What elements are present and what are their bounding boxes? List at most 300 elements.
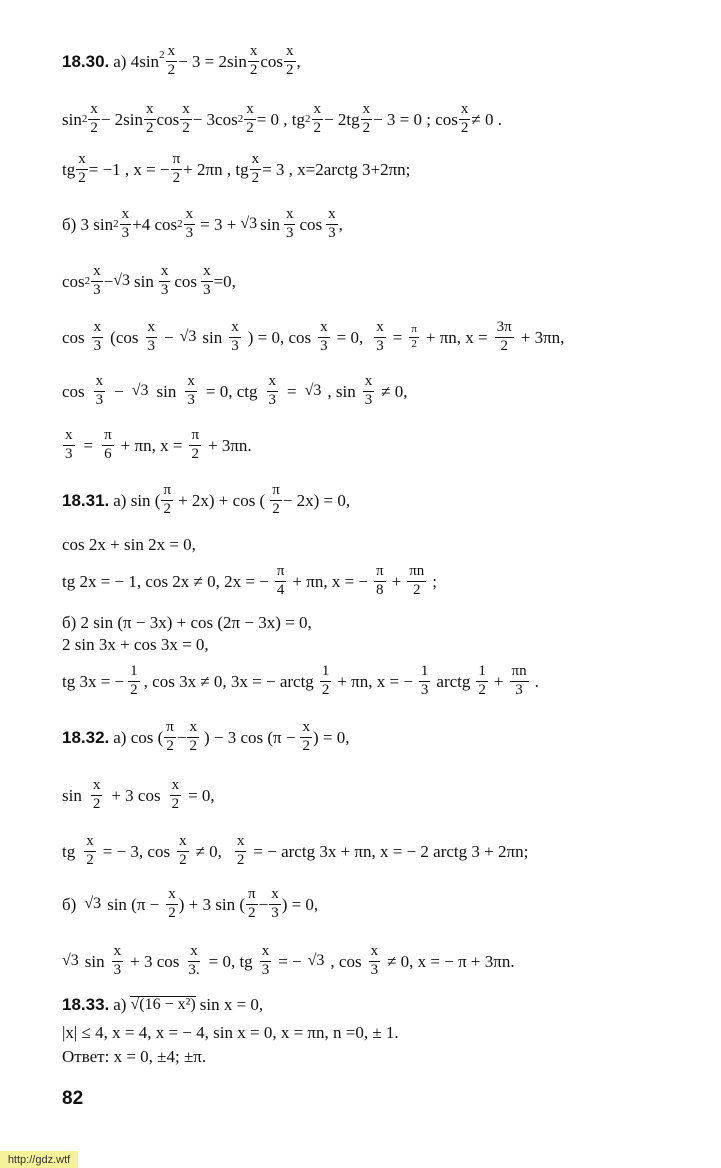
eq-text: 2 sin 3x + cos 3x = 0, xyxy=(62,635,209,654)
fraction xyxy=(184,207,196,242)
denominator: 2 xyxy=(163,500,172,517)
eq-line-2 xyxy=(62,102,502,137)
eq-text: ) = 0, cos xyxy=(247,327,312,347)
eq-text: , cos xyxy=(330,951,362,971)
fraction xyxy=(166,887,178,922)
sqrt-expression: √(16 − x²) xyxy=(130,996,196,1013)
numerator: x xyxy=(91,778,103,796)
denominator: 3 xyxy=(185,224,194,241)
eq-text: − 3 = 0 ; cos xyxy=(373,109,458,129)
eq-text: sin xyxy=(260,214,280,234)
eq-text: =0, xyxy=(213,271,236,291)
numerator: 1 xyxy=(320,664,332,682)
denominator: 2 xyxy=(249,61,258,78)
numerator: x xyxy=(284,44,296,62)
denominator: 3 xyxy=(203,281,211,298)
numerator: x xyxy=(146,320,158,338)
eq-text: − 2tg xyxy=(324,109,360,129)
fraction xyxy=(120,207,132,242)
eq-text: + πn, x = − xyxy=(292,571,369,591)
eq-line-17 xyxy=(62,834,528,869)
eq-text: + 2πn , tg xyxy=(183,159,249,179)
problem-number: 18.33. xyxy=(62,995,110,1014)
numerator: x xyxy=(300,720,312,738)
fraction xyxy=(260,944,272,979)
numerator: 1 xyxy=(476,664,488,682)
fraction xyxy=(128,664,140,699)
eq-text: , xyxy=(338,214,343,234)
eq-text: sin xyxy=(156,381,177,401)
numerator: π xyxy=(189,428,201,446)
eq-text: ) = 0, xyxy=(312,727,350,747)
fraction xyxy=(112,944,124,979)
eq-text: sin xyxy=(62,785,82,805)
denominator: 2 xyxy=(411,337,417,350)
eq-text: − 2sin xyxy=(100,109,144,129)
numerator: x xyxy=(185,374,197,392)
fraction xyxy=(361,102,373,137)
fraction xyxy=(92,320,104,355)
denominator: 6 xyxy=(104,445,112,462)
fraction xyxy=(270,483,282,518)
denominator: 3 xyxy=(261,961,270,978)
eq-text: sin xyxy=(202,327,223,347)
fraction xyxy=(248,44,260,79)
denominator: 3 xyxy=(93,281,101,298)
fraction xyxy=(91,264,103,299)
numerator: x xyxy=(188,944,200,962)
numerator: x xyxy=(312,102,324,120)
sqrt-symbol: √3 xyxy=(240,215,258,233)
problem-number: 18.30. xyxy=(62,51,110,71)
numerator: x xyxy=(84,834,96,852)
denominator: 2 xyxy=(167,61,176,78)
eq-line-9 xyxy=(62,483,350,518)
fraction xyxy=(284,44,296,79)
eq-text: = − xyxy=(278,951,302,971)
fraction xyxy=(267,374,279,409)
eq-line-18 xyxy=(62,887,318,922)
eq-text: + 3πn, xyxy=(520,327,565,347)
denominator: 3 xyxy=(370,961,379,978)
eq-line-3 xyxy=(62,152,410,187)
numerator: x xyxy=(363,374,375,392)
eq-text: , sin xyxy=(327,381,356,401)
eq-text: tg 3x = − xyxy=(62,671,125,691)
denominator: 3 xyxy=(268,391,276,408)
fraction xyxy=(320,664,332,699)
eq-text: − xyxy=(176,727,187,747)
numerator: x xyxy=(244,102,256,120)
denominator: 3 xyxy=(285,224,294,241)
eq-text: + 3πn. xyxy=(208,435,252,455)
eq-text: cos 2x + sin 2x = 0, xyxy=(62,535,196,554)
eq-text: (cos xyxy=(110,327,139,347)
denominator: 3 xyxy=(65,445,73,462)
denominator: 2 xyxy=(460,119,469,136)
problem-number: 18.31. xyxy=(62,490,110,510)
fraction xyxy=(369,944,381,979)
eq-text: cos xyxy=(62,327,85,347)
eq-text: , cos 3x ≠ 0, 3x = − arctg xyxy=(143,671,314,691)
numerator: x xyxy=(170,778,182,796)
denominator: 2 xyxy=(179,851,187,868)
fraction xyxy=(374,320,386,355)
sqrt-symbol: √3 xyxy=(131,382,149,400)
denominator: 2 xyxy=(168,904,176,921)
eq-text: tg xyxy=(62,159,76,179)
eq-text: sin xyxy=(62,109,82,129)
numerator: x xyxy=(144,102,156,120)
eq-line-12 xyxy=(62,614,312,631)
denominator: 2 xyxy=(302,737,310,754)
numerator: π xyxy=(270,483,282,501)
fraction xyxy=(363,374,375,409)
eq-text: − xyxy=(258,894,269,914)
eq-text: ) − 3 cos (π − xyxy=(203,727,296,747)
eq-line-21 xyxy=(62,1024,399,1041)
denominator: 2 xyxy=(189,737,197,754)
fraction xyxy=(229,320,241,355)
eq-line-7 xyxy=(62,374,408,409)
eq-line-5 xyxy=(62,264,236,299)
numerator: x xyxy=(88,102,100,120)
numerator: x xyxy=(374,320,386,338)
eq-text: а) 4sin xyxy=(113,51,160,71)
denominator: 3 xyxy=(320,337,328,354)
denominator: 3 xyxy=(147,337,155,354)
fraction xyxy=(250,152,262,187)
eq-line-13 xyxy=(62,636,209,653)
exponent: 2 xyxy=(81,112,88,125)
eq-line-19 xyxy=(62,944,515,979)
eq-line-14 xyxy=(62,664,539,699)
fraction xyxy=(177,834,189,869)
denominator: 2 xyxy=(182,119,190,136)
fraction xyxy=(84,834,96,869)
eq-text: − xyxy=(103,271,114,291)
eq-text: + 3 cos xyxy=(111,785,161,805)
eq-text: а) xyxy=(113,995,127,1014)
denominator: 3 xyxy=(113,961,122,978)
eq-text: + πn, x = − xyxy=(337,671,413,691)
numerator: x xyxy=(166,887,178,905)
fraction xyxy=(144,102,156,137)
numerator: 1 xyxy=(419,664,431,682)
eq-text: tg 2x = − 1, cos 2x ≠ 0, 2x = − xyxy=(62,571,269,591)
eq-text: ≠ 0 . xyxy=(471,109,502,129)
fraction xyxy=(76,152,88,187)
denominator: 2 xyxy=(78,169,86,186)
eq-text: + πn, x = xyxy=(120,435,183,455)
numerator: x xyxy=(250,152,262,170)
exponent: 2 xyxy=(84,274,91,287)
denominator: 2 xyxy=(90,119,98,136)
answer-text: Ответ: x = 0, ±4; ±π. xyxy=(62,1047,207,1066)
numerator: 1 xyxy=(128,664,140,682)
eq-text: cos xyxy=(174,271,198,291)
eq-text: − 3cos xyxy=(192,109,238,129)
eq-text: − 3 = 2sin xyxy=(178,51,247,71)
eq-text: + 2x) + cos ( xyxy=(178,490,266,510)
numerator: 3π xyxy=(495,320,514,338)
numerator: π xyxy=(161,483,173,501)
denominator: 2 xyxy=(248,904,256,921)
denominator: 2 xyxy=(130,681,138,698)
denominator: 3 xyxy=(93,337,102,354)
eq-text: = 3 , x=2arctg 3+2πn; xyxy=(262,159,411,179)
fraction xyxy=(476,664,488,699)
denominator: 2 xyxy=(146,119,154,136)
eq-text: +4 cos xyxy=(132,214,178,234)
eq-text: = xyxy=(392,327,403,347)
numerator: π xyxy=(409,324,419,338)
denominator: 2 xyxy=(313,119,322,136)
eq-line-8 xyxy=(62,428,252,463)
fraction xyxy=(495,320,514,355)
numerator: x xyxy=(235,834,247,852)
eq-text: sin xyxy=(134,271,154,291)
denominator: 2 xyxy=(92,795,101,812)
fraction xyxy=(88,102,100,137)
numerator: π xyxy=(164,720,176,738)
sqrt-symbol: √3 xyxy=(113,272,131,290)
denominator: 3. xyxy=(188,961,200,978)
eq-text: ≠ 0, x = − π + 3πn. xyxy=(387,951,515,971)
eq-text: = 3 + xyxy=(200,214,237,234)
eq-text: cos xyxy=(62,381,85,401)
fraction xyxy=(91,778,103,813)
fraction xyxy=(326,207,338,242)
footer-url[interactable]: http://gdz.wtf xyxy=(0,1151,78,1168)
denominator: 3 xyxy=(271,904,279,921)
sqrt-symbol: √3 xyxy=(307,952,325,970)
numerator: πn xyxy=(510,664,529,682)
fraction xyxy=(94,374,106,409)
numerator: x xyxy=(112,944,124,962)
fraction xyxy=(409,324,419,350)
eq-text: = −1 , x = − xyxy=(88,159,170,179)
denominator: 2 xyxy=(500,337,508,354)
numerator: x xyxy=(260,944,272,962)
numerator: x xyxy=(159,264,171,282)
fraction xyxy=(180,102,192,137)
eq-line-20 xyxy=(62,996,263,1013)
fraction xyxy=(312,102,324,137)
eq-text: а) cos ( xyxy=(113,727,164,747)
eq-text: = xyxy=(287,381,297,401)
eq-text: sin x = 0, xyxy=(199,995,264,1014)
sqrt-symbol: √3 xyxy=(179,328,197,346)
denominator: 3 xyxy=(515,681,523,698)
eq-line-16 xyxy=(62,778,215,813)
numerator: x xyxy=(229,320,241,338)
eq-text: = − arctg 3x + πn, x = − 2 arctg 3 + 2πn; xyxy=(253,841,529,861)
eq-text: . xyxy=(534,671,539,691)
eq-text: sin (π − xyxy=(107,894,160,914)
fraction xyxy=(201,264,213,299)
fraction xyxy=(170,778,182,813)
eq-text: ) + 3 sin ( xyxy=(178,894,246,914)
fraction xyxy=(63,428,75,463)
fraction xyxy=(510,664,529,699)
fraction xyxy=(159,264,171,299)
eq-text: + xyxy=(493,671,504,691)
eq-text: б) 2 sin (π − 3x) + cos (2π − 3x) = 0, xyxy=(62,613,312,632)
numerator: x xyxy=(248,44,260,62)
numerator: x xyxy=(269,887,281,905)
eq-text: tg xyxy=(62,841,76,861)
eq-line-11 xyxy=(62,564,437,599)
denominator: 3 xyxy=(121,224,130,241)
eq-line-4 xyxy=(62,207,343,242)
numerator: πn xyxy=(407,564,426,582)
fraction xyxy=(235,834,247,869)
eq-text: ≠ 0, xyxy=(195,841,222,861)
eq-text: б) xyxy=(62,894,77,914)
fraction xyxy=(407,564,426,599)
denominator: 2 xyxy=(246,119,254,136)
eq-text: ≠ 0, xyxy=(381,381,408,401)
numerator: π xyxy=(374,564,386,582)
exponent: 2 xyxy=(159,48,165,61)
sqrt-symbol: √3 xyxy=(84,895,102,913)
fraction xyxy=(300,720,312,755)
eq-text: = − 3, cos xyxy=(102,841,171,861)
numerator: x xyxy=(267,374,279,392)
numerator: x xyxy=(91,264,103,282)
eq-text: + πn, x = xyxy=(425,327,488,347)
page-number: 82 xyxy=(62,1088,84,1109)
problem-number: 18.32. xyxy=(62,727,110,747)
fraction xyxy=(187,720,199,755)
denominator: 2 xyxy=(286,61,294,78)
denominator: 8 xyxy=(376,581,384,598)
eq-text: + xyxy=(391,571,402,591)
eq-text: + 3 cos xyxy=(130,951,180,971)
numerator: x xyxy=(318,320,330,338)
eq-text: arctg xyxy=(436,671,471,691)
denominator: 2 xyxy=(166,737,174,754)
fraction xyxy=(244,102,256,137)
numerator: π xyxy=(246,887,258,905)
eq-text: − 2x) = 0, xyxy=(282,490,351,510)
fraction xyxy=(102,428,114,463)
denominator: 3 xyxy=(364,391,373,408)
fraction xyxy=(185,374,197,409)
sqrt-symbol: √3 xyxy=(62,952,79,970)
denominator: 2 xyxy=(236,851,245,868)
eq-text: = 0, xyxy=(336,327,364,347)
fraction xyxy=(284,207,296,242)
denominator: 2 xyxy=(86,851,94,868)
denominator: 4 xyxy=(276,581,285,598)
fraction xyxy=(246,887,258,922)
eq-text: = 0 , tg xyxy=(256,109,306,129)
fraction xyxy=(275,564,287,599)
numerator: x xyxy=(284,207,296,225)
numerator: x xyxy=(369,944,381,962)
eq-line-15 xyxy=(62,720,349,755)
eq-line-10 xyxy=(62,536,196,553)
fraction xyxy=(269,887,281,922)
denominator: 2 xyxy=(172,169,181,186)
eq-text: − xyxy=(164,327,174,347)
denominator: 3 xyxy=(160,281,169,298)
eq-text: б) 3 sin xyxy=(62,214,114,234)
denominator: 2 xyxy=(478,681,486,698)
denominator: 3 xyxy=(231,337,239,354)
numerator: x xyxy=(184,207,196,225)
numerator: x xyxy=(76,152,88,170)
denominator: 3 xyxy=(376,337,384,354)
denominator: 2 xyxy=(251,169,260,186)
eq-text: − xyxy=(114,381,124,401)
eq-text: = 0, tg xyxy=(208,951,253,971)
eq-text: cos xyxy=(260,51,283,71)
eq-text: cos xyxy=(62,271,85,291)
eq-text: sin xyxy=(84,951,105,971)
exponent: 2 xyxy=(177,217,183,230)
eq-text: , xyxy=(296,51,301,71)
fraction xyxy=(186,944,201,979)
eq-text: cos xyxy=(156,109,180,129)
numerator: π xyxy=(171,152,183,170)
numerator: x xyxy=(94,374,106,392)
eq-line-1 xyxy=(62,44,301,79)
exponent: 2 xyxy=(237,112,244,125)
numerator: x xyxy=(459,102,471,120)
fraction xyxy=(171,152,183,187)
numerator: x xyxy=(92,320,104,338)
eq-text: cos xyxy=(299,214,323,234)
fraction xyxy=(419,664,431,699)
denominator: 2 xyxy=(171,795,180,812)
eq-line-6 xyxy=(62,320,564,355)
fraction xyxy=(459,102,471,137)
eq-text: = 0, xyxy=(188,785,215,805)
numerator: x xyxy=(180,102,192,120)
numerator: π xyxy=(275,564,287,582)
eq-text: = xyxy=(83,435,94,455)
denominator: 2 xyxy=(412,581,421,598)
denominator: 3 xyxy=(95,391,104,408)
denominator: 2 xyxy=(362,119,371,136)
numerator: x xyxy=(187,720,199,738)
denominator: 2 xyxy=(321,681,330,698)
numerator: x xyxy=(166,44,178,62)
numerator: x xyxy=(177,834,189,852)
fraction xyxy=(318,320,330,355)
fraction xyxy=(189,428,201,463)
numerator: π xyxy=(102,428,114,446)
fraction xyxy=(146,320,158,355)
fraction xyxy=(161,483,173,518)
fraction xyxy=(374,564,386,599)
eq-text: а) sin ( xyxy=(113,490,161,510)
numerator: x xyxy=(120,207,132,225)
sqrt-symbol: √3 xyxy=(304,382,322,400)
eq-text: ) = 0, xyxy=(281,894,319,914)
numerator: x xyxy=(63,428,75,446)
numerator: x xyxy=(361,102,373,120)
denominator: 3 xyxy=(420,681,429,698)
eq-text: ; xyxy=(432,571,437,591)
eq-line-22 xyxy=(62,1048,206,1065)
fraction xyxy=(164,720,176,755)
eq-text: |x| ≤ 4, x = 4, x = − 4, sin x = 0, x = πn, n =0, ± 1. xyxy=(62,1023,399,1042)
denominator: 2 xyxy=(272,500,280,517)
